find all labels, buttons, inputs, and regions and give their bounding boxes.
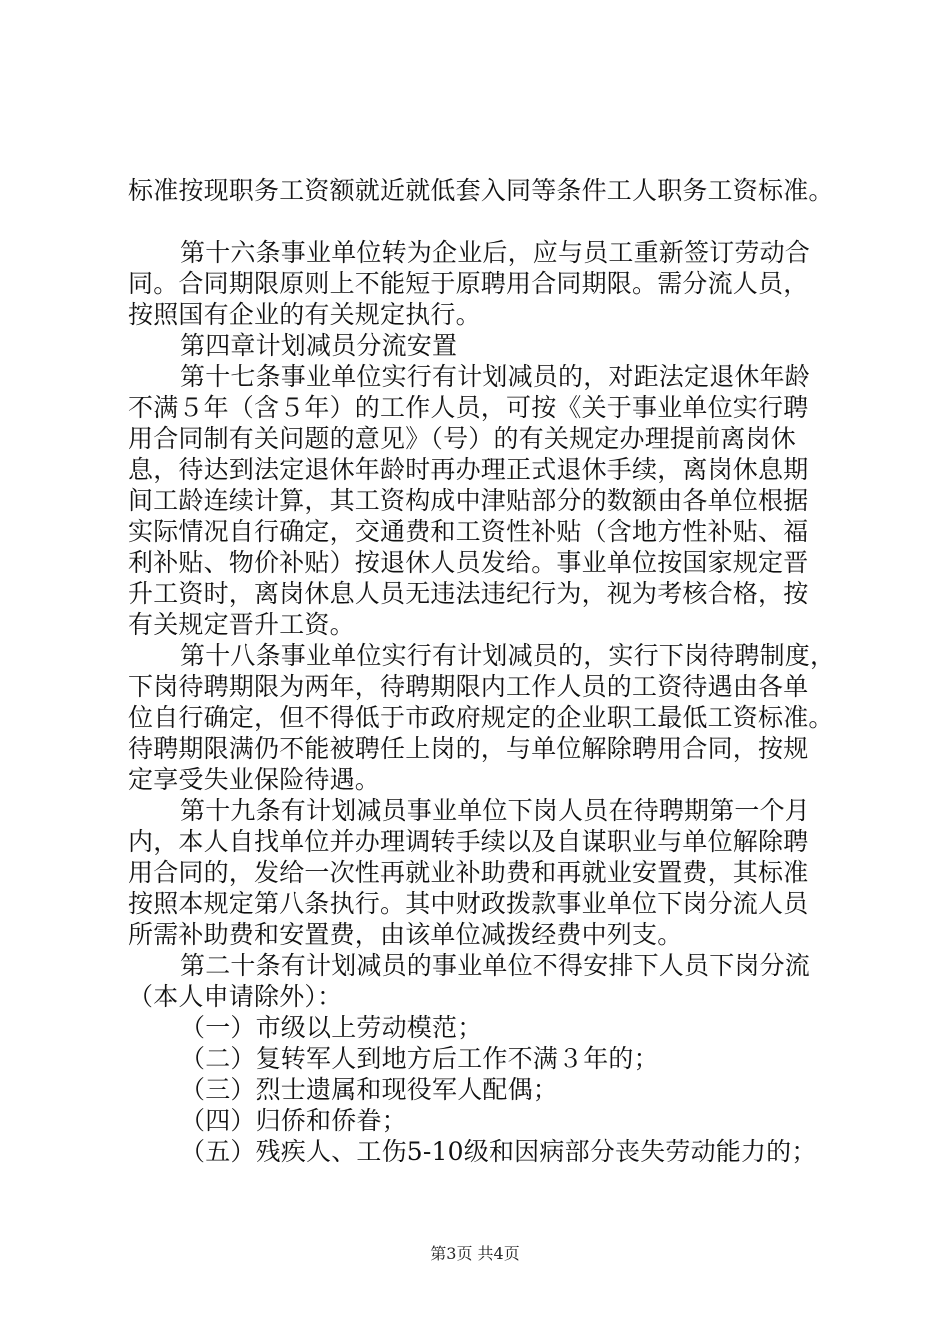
page-number-footer: 第3页 共4页	[430, 1244, 520, 1263]
list-item: （四）归侨和侨眷；	[180, 1106, 407, 1135]
text-line: 第十六条事业单位转为企业后，应与员工重新签订劳动合	[180, 238, 811, 267]
text-line: （本人申请除外）：	[128, 982, 343, 1011]
text-line: 第二十条有计划减员的事业单位不得安排下人员下岗分流	[180, 951, 811, 980]
text-line: 利补贴、物价补贴）按退休人员发给。事业单位按国家规定晋	[128, 548, 809, 577]
text-line: 按照国有企业的有关规定执行。	[128, 300, 481, 329]
text-line: 间工龄连续计算，其工资构成中津贴部分的数额由各单位根据	[128, 486, 809, 515]
text-line: 升工资时，离岗休息人员无违法违纪行为，视为考核合格，按	[128, 579, 809, 608]
text-line: 待聘期限满仍不能被聘任上岗的，与单位解除聘用合同，按规	[128, 734, 809, 763]
chapter-heading: 第四章计划减员分流安置	[180, 331, 458, 360]
text-line: 位自行确定，但不得低于市政府规定的企业职工最低工资标准。	[128, 703, 834, 732]
text-line: 不满５年（含５年）的工作人员，可按《关于事业单位实行聘	[128, 393, 809, 422]
text-line: 同。合同期限原则上不能短于原聘用合同期限。需分流人员，	[128, 269, 809, 298]
text-line: 息，待达到法定退休年龄时再办理正式退休手续，离岗休息期	[128, 455, 809, 484]
text-line: 有关规定晋升工资。	[128, 610, 355, 639]
text-line: 标准按现职务工资额就近就低套入同等条件工人职务工资标准。	[128, 176, 834, 205]
text-line: 用合同的，发给一次性再就业补助费和再就业安置费，其标准	[128, 858, 809, 887]
text-line: 第十八条事业单位实行有计划减员的，实行下岗待聘制度，	[180, 641, 836, 670]
list-item: （三）烈士遗属和现役军人配偶；	[180, 1075, 559, 1104]
text-line: 实际情况自行确定，交通费和工资性补贴（含地方性补贴、福	[128, 517, 809, 546]
text-line: 第十七条事业单位实行有计划减员的，对距法定退休年龄	[180, 362, 811, 391]
list-item: （一）市级以上劳动模范；	[180, 1013, 483, 1042]
list-item: （五）残疾人、工伤5-10级和因病部分丧失劳动能力的；	[180, 1137, 817, 1166]
text-line: 用合同制有关问题的意见》（号）的有关规定办理提前离岗休	[128, 424, 796, 453]
text-line: 下岗待聘期限为两年，待聘期限内工作人员的工资待遇由各单	[128, 672, 809, 701]
text-line: 定享受失业保险待遇。	[128, 765, 381, 794]
list-item: （二）复转军人到地方后工作不满３年的；	[180, 1044, 659, 1073]
text-line: 内，本人自找单位并办理调转手续以及自谋职业与单位解除聘	[128, 827, 809, 856]
text-line: 按照本规定第八条执行。其中财政拨款事业单位下岗分流人员	[128, 889, 809, 918]
text-line: 所需补助费和安置费，由该单位减拨经费中列支。	[128, 920, 683, 949]
text-line: 第十九条有计划减员事业单位下岗人员在待聘期第一个月	[180, 796, 811, 825]
